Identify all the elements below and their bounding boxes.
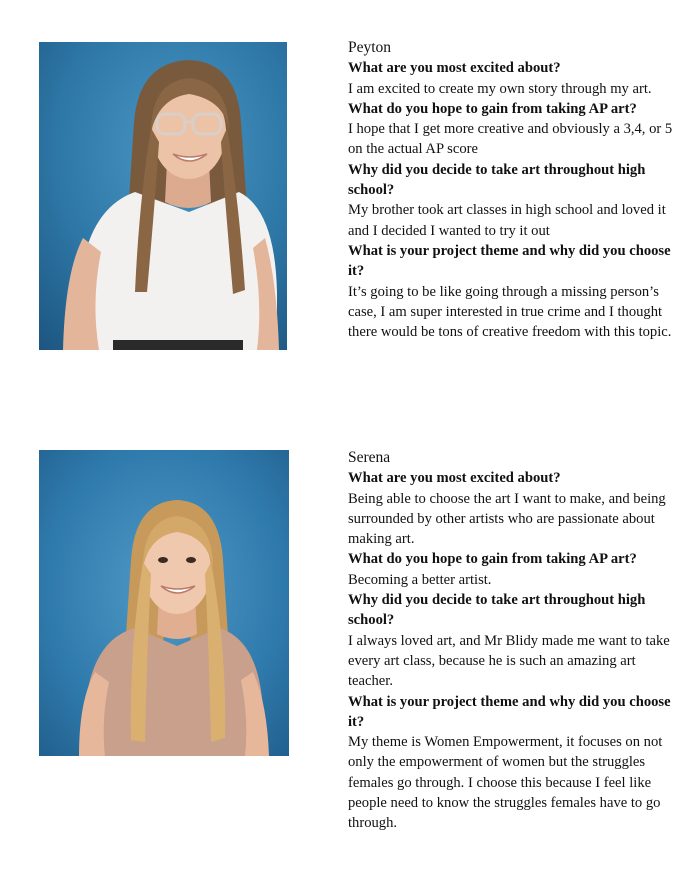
answer-theme: It’s going to be like going through a missing person’s case, I am super interested in true crime and I thought there would be tons of creative freedom with this topic.: [348, 283, 672, 341]
answer-why-art: My brother took art classes in high school and loved it and I decided I wanted to try it out: [348, 202, 666, 239]
answer-gain: I hope that I get more creative and obviously a 3,4, or 5 on the actual AP score: [348, 121, 673, 158]
question-gain: What do you hope to gain from taking AP art?: [348, 100, 637, 117]
answer-why-art: I always loved art, and Mr Blidy made me want to take every art class, because he is such an amazing art teacher.: [348, 632, 670, 690]
answer-excited: Being able to choose the art I want to make, and being surrounded by other artists who are passionate about making art.: [348, 490, 666, 548]
question-theme: What is your project theme and why did you choose it?: [348, 693, 671, 730]
question-excited: What are you most excited about?: [348, 60, 561, 77]
question-why-art: Why did you decide to take art throughout high school?: [348, 592, 646, 629]
answer-theme: My theme is Women Empowerment, it focuses on not only the empowerment of women but the struggles females go through. I choose this because I feel like people need to know the struggles females have to go through.: [348, 734, 663, 832]
question-theme: What is your project theme and why did you choose it?: [348, 242, 671, 280]
question-excited: What are you most excited about?: [348, 470, 561, 487]
answer-gain: Becoming a better artist.: [348, 571, 492, 588]
portrait-photo-serena: [39, 450, 289, 756]
question-why-art: Why did you decide to take art throughout high school?: [348, 161, 646, 199]
profile-text-serena: [348, 448, 678, 834]
student-name: Peyton: [348, 39, 392, 56]
answer-excited: I am excited to create my own story through my art.: [348, 80, 652, 97]
portrait-photo-peyton: [39, 42, 287, 350]
question-gain: What do you hope to gain from taking AP art?: [348, 551, 637, 568]
student-name: Serena: [348, 449, 391, 466]
profile-text-peyton: [348, 38, 678, 342]
